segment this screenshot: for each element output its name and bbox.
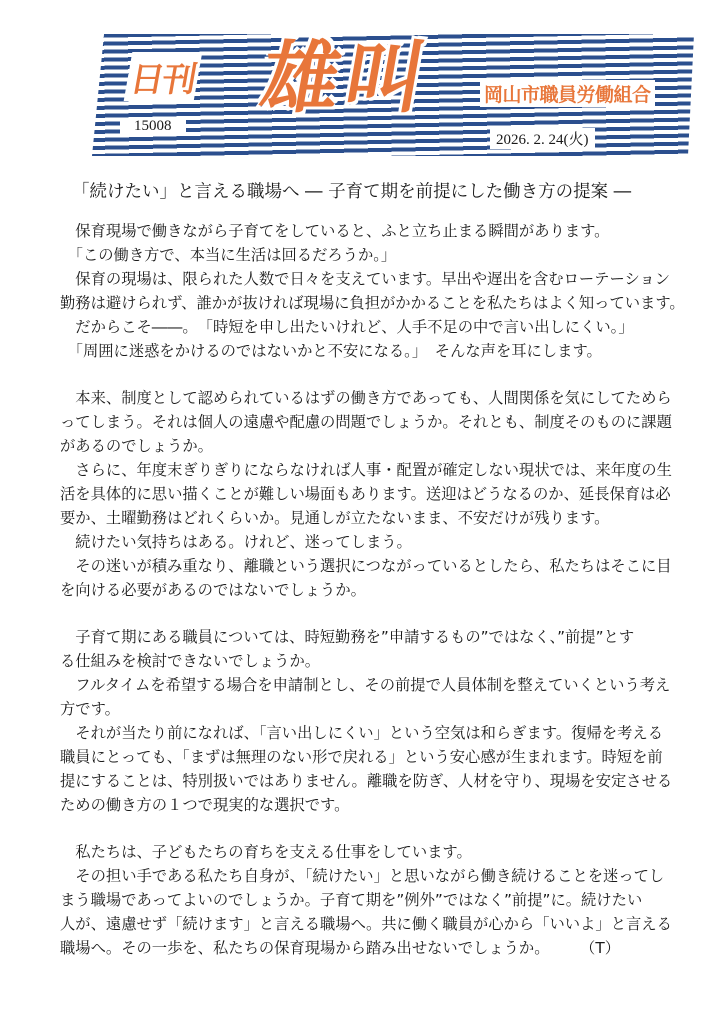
text-line: その担い手である私たち自身が、「続けたい」と思いながら働き続けることを迷ってし	[60, 867, 665, 885]
text-line: 子育て期にある職員については、時短勤務を”申請するもの”ではなく、”前提”とす	[60, 628, 635, 646]
issue-number: 15008	[120, 118, 186, 135]
text-line: その迷いが積み重なり、離職という選択につながっているとしたら、私たちはそこに目	[60, 557, 672, 575]
text-line: 提にすることは、特別扱いではありません。離職を防ぎ、人材を守り、現場を安定させる	[60, 772, 673, 790]
text-line: 私たちは、子どもたちの育ちを支える仕事をしています。	[60, 843, 472, 861]
text-line: 本来、制度として認められているはずの働き方であっても、人間関係を気にしてためら	[60, 389, 672, 407]
paragraph-gap	[60, 817, 700, 840]
issue-date: 2026. 2. 24(火)	[490, 128, 595, 149]
text-line: 「この働き方で、本当に生活は回るだろうか。」	[60, 246, 397, 264]
text-line: さらに、年度末ぎりぎりにならなければ人事・配置が確定しない現状では、来年度の生	[60, 461, 672, 479]
text-line: まう職場であってよいのでしょうか。子育て期を”例外”ではなく”前提”に。続けたい	[60, 891, 643, 909]
author-signature: （T）	[580, 939, 620, 957]
text-line: 続けたい気持ちはある。けれど、迷ってしまう。	[60, 533, 412, 551]
headline: 「続けたい」と言える職場へ ― 子育て期を前提にした働き方の提案 ―	[72, 182, 632, 202]
organization-name: 岡山市職員労働組合	[480, 80, 655, 107]
text-line: る仕組みを検討できないでしょうか。	[60, 652, 321, 670]
text-line: ってしまう。それは個人の遠慮や配慮の問題でしょうか。それとも、制度そのものに課題	[60, 413, 672, 431]
article-body	[60, 219, 700, 960]
text-line: 保育現場で働きながら子育てをしていると、ふと立ち止まる瞬間があります。	[60, 222, 610, 240]
text-line: があるのでしょうか。	[60, 437, 213, 455]
paragraph-gap	[60, 363, 700, 386]
masthead-title: 雄叫	[254, 34, 438, 124]
text-line: それが当たり前になれば、「言い出しにくい」という空気は和らぎます。復帰を考える	[60, 724, 664, 742]
text-line: を向ける必要があるのではないでしょうか。	[60, 581, 366, 599]
text-line	[60, 936, 700, 960]
text-line: 活を具体的に思い描くことが難しい場面もあります。送迎はどうなるのか、延長保育は必	[60, 485, 671, 503]
paragraph-gap	[60, 602, 700, 625]
text-line: フルタイムを希望する場合を申請制とし、その前提で人員体制を整えていくという考え	[60, 676, 671, 694]
text-line: 方です。	[60, 700, 120, 718]
text-line: ための働き方の１つで現実的な選択です。	[60, 796, 350, 814]
text-line: 要か、土曜勤務はどれくらいか。見通しが立たないまま、不安だけが残ります。	[60, 509, 610, 527]
text-line: 職員にとっても、「まずは無理のない形で戻れる」という安心感が生まれます。時短を前	[60, 748, 663, 766]
text-line-content: 職場へ。その一歩を、私たちの保育現場から踏み出せないでしょうか。	[60, 939, 550, 957]
text-line: だからこそ――。 「時短を申し出たいけれど、人手不足の中で言い出しにくい。」	[60, 318, 634, 336]
text-line: 保育の現場は、限られた人数で日々を支えています。早出や遅出を含むローテーション	[60, 270, 671, 288]
text-line: 人が、遠慮せず「続けます」と言える職場へ。共に働く職員が心から「いいよ」と言える	[60, 915, 672, 933]
text-line: 勤務は避けられず、誰かが抜ければ現場に負担がかかることを私たちはよく知っています。	[60, 294, 685, 312]
text-line: 「周囲に迷惑をかけるのではないかと不安になる。」 そんな声を耳にします。	[60, 342, 602, 360]
masthead-label: 日刊	[124, 52, 203, 101]
